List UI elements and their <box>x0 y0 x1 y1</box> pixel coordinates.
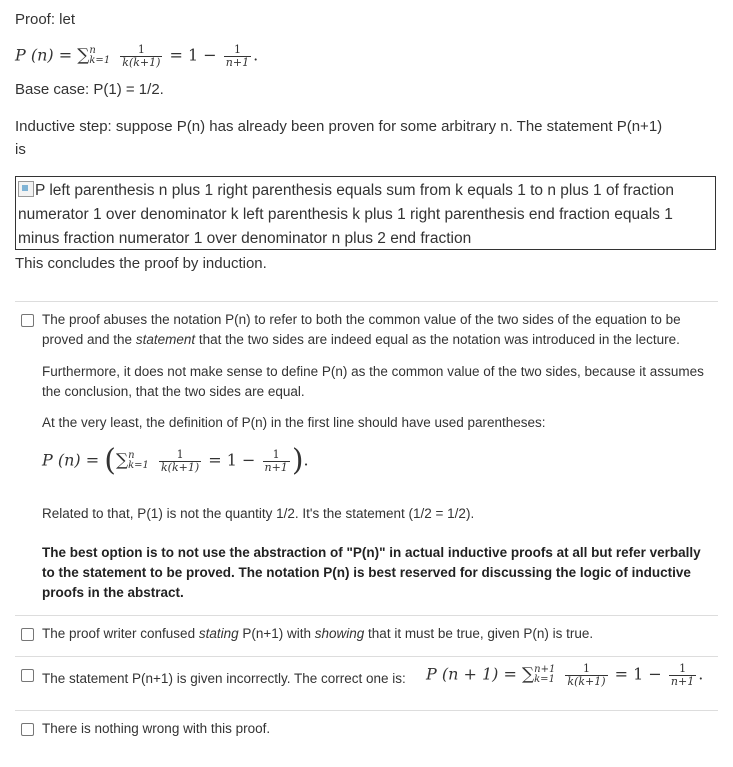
eq-end: . <box>253 45 259 65</box>
image-alt-text: P left parenthesis n plus 1 right parenthesis equals sum from k equals 1 to n plus 1 of fraction numerator 1 over denominator k left parenthesis k plus 1 right parenthesis end fraction equals 1 minus fraction numerator 1 over denominator n plus 2 end fraction <box>18 182 675 247</box>
option-1-paragraph-2: Furthermore, it does not make sense to define P(n) as the common value of the two sides, because it assumes the conclusion, that the two sides are equal. <box>42 364 704 399</box>
eq-end: . <box>303 450 309 470</box>
eq-fraction <box>120 44 162 68</box>
eq-den2: n+1 <box>670 674 695 688</box>
divider <box>15 656 718 657</box>
eq-lower: k=1 <box>534 674 555 686</box>
option-3-checkbox[interactable] <box>21 669 34 682</box>
eq-mid: = 1 − <box>614 664 662 684</box>
eq-num2: 1 <box>233 43 241 56</box>
eq-den2: n+1 <box>264 460 288 474</box>
eq-den: k(k+1) <box>122 55 161 69</box>
option-1-paragraph-4: Related to that, P(1) is not the quantity 1/2. It's the statement (1/2 = 1/2). <box>42 506 475 521</box>
option-1-equation <box>42 443 309 478</box>
eq-lhs: P (n) = <box>15 45 73 65</box>
conclusion: This concludes the proof by induction. <box>15 255 267 272</box>
base-case: Base case: P(1) = 1/2. <box>15 81 164 98</box>
eq-fraction <box>159 449 201 473</box>
right-paren: ) <box>291 443 304 478</box>
divider <box>15 710 718 711</box>
eq-num: 1 <box>137 43 145 56</box>
eq-den2: n+1 <box>225 55 250 69</box>
eq-lower: k=1 <box>89 55 111 67</box>
broken-equation-image <box>15 176 716 250</box>
inductive-step-line2: is <box>15 141 26 158</box>
option-2-checkbox[interactable] <box>21 628 34 641</box>
eq-num: 1 <box>176 447 184 461</box>
eq-sum-sign: ∑ <box>115 450 129 471</box>
eq-lhs: P (n + 1) = <box>426 664 517 684</box>
divider <box>15 615 718 616</box>
option-3-label: The statement P(n+1) is given incorrectly. The correct one is: <box>42 671 406 686</box>
eq-lhs: P (n) = <box>42 450 100 470</box>
option-4-label: There is nothing wrong with this proof. <box>42 721 271 736</box>
eq-upper: n <box>128 450 135 461</box>
eq-den: k(k+1) <box>161 460 200 474</box>
option-2-label: The proof writer confused stating P(n+1) with showing that it must be true, given P(n) is true. <box>42 626 594 641</box>
eq-lower: k=1 <box>128 460 149 471</box>
broken-image-icon <box>18 181 34 197</box>
eq-num: 1 <box>582 662 590 675</box>
eq-fraction <box>565 663 607 687</box>
inductive-step-line1: Inductive step: suppose P(n) has already been proven for some arbitrary n. The statement P(n+1) <box>15 118 663 135</box>
eq-fraction2 <box>263 449 290 473</box>
eq-num2: 1 <box>679 662 687 675</box>
eq-sum-sign: ∑ <box>521 664 535 685</box>
option-1-paragraph-1: The proof abuses the notation P(n) to refer to both the common value of the two sides of the equation to be proved and the statement that the two sides are indeed equal as the notation was introduced in the lecture. <box>42 312 681 347</box>
eq-sum-sign: ∑ <box>77 45 90 66</box>
left-paren: ( <box>104 443 116 478</box>
option-3-equation <box>426 663 703 687</box>
eq-mid: = 1 − <box>208 450 256 470</box>
eq-upper: n+1 <box>534 664 556 676</box>
option-4-checkbox[interactable] <box>21 723 34 736</box>
eq-den: k(k+1) <box>567 674 606 688</box>
option-1-paragraph-5: The best option is to not use the abstraction of "P(n)" in actual inductive proofs at all but refer verbally to the statement to be proved. The notation P(n) is best reserved for discussing the logic of inductive proofs in the abstract. <box>42 545 701 600</box>
proof-equation <box>15 44 258 68</box>
eq-mid: = 1 − <box>169 45 217 65</box>
eq-upper: n <box>89 45 96 57</box>
eq-end: . <box>698 664 704 684</box>
eq-num2: 1 <box>272 447 280 461</box>
option-1-checkbox[interactable] <box>21 314 34 327</box>
proof-intro: Proof: let <box>15 11 76 28</box>
eq-fraction2 <box>669 663 696 687</box>
divider <box>15 301 718 302</box>
option-1-paragraph-3: At the very least, the definition of P(n) in the first line should have used parentheses: <box>42 415 546 430</box>
eq-fraction2 <box>224 44 251 68</box>
